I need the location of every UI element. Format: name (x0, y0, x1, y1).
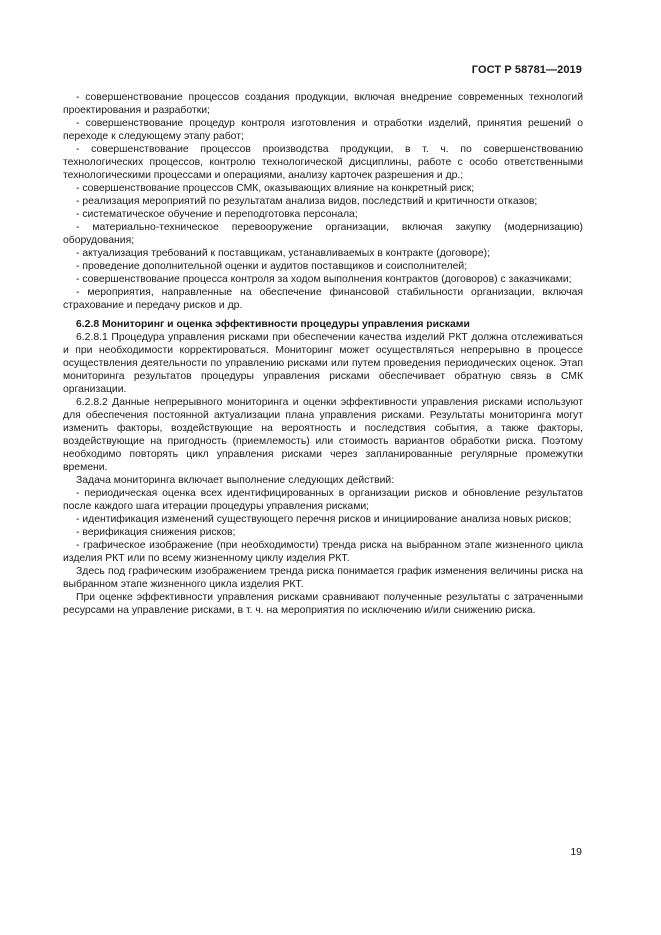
list-item: - совершенствование процедур контроля изготовления и отработки изделий, принятия решений о переходе к следующему этапу работ; (63, 118, 583, 142)
list-item: - систематическое обучение и переподготовка персонала; (76, 209, 358, 220)
paragraph: 6.2.8.2 Данные непрерывного мониторинга и оценки эффективности управления рисками используют для обеспечения постоянной актуализации плана управления рисками. Результаты мониторинга могут изменить факторы, воздействующие на вероятность и последствия события, а также факторы, воздействующие на пригодность (приемлемость) или стоимость вариантов обработки риска. Поэтому необходимо повторять цикл управления рисками через запланированные регулярные промежутки времени. (63, 397, 583, 473)
list-item: - совершенствование процессов СМК, оказывающих влияние на конкретный риск; (76, 183, 475, 194)
list-item: - графическое изображение (при необходимости) тренда риска на выбранном этапе жизненного цикла изделия РКТ или по всему жизненному циклу изделия РКТ. (63, 540, 583, 564)
list-item: - совершенствование процессов производства продукции, в т. ч. по совершенствованию технологических процессов, контролю технологической дисциплины, работе с особо ответственными технологическими процессами и операциями, анализу карточек разрешения и др.; (63, 144, 583, 181)
document-body (63, 91, 583, 617)
document-header: ГОСТ Р 58781—2019 (471, 64, 582, 76)
list-item: - периодическая оценка всех идентифицированных в организации рисков и обновление результатов после каждого шага итерации процедуры управления рисками; (63, 488, 583, 512)
list-item: - актуализация требований к поставщикам, устанавливаемых в контракте (договоре); (76, 248, 490, 259)
page-number: 19 (570, 846, 582, 858)
list-item: - проведение дополнительной оценки и аудитов поставщиков и соисполнителей; (76, 261, 468, 272)
list-item: - совершенствование процесса контроля за ходом выполнения контрактов (договоров) с заказчиками; (76, 274, 572, 285)
paragraph: 6.2.8.1 Процедура управления рисками при обеспечении качества изделий РКТ должна отслеживаться и при необходимости корректироваться. Мониторинг может осуществляться непрерывно в процессе осуществления деятельности по управлению рисками или путем проведения периодических оценок. Этап мониторинга результатов процедуры управления рисками обеспечивает обратную связь в СМК организации. (63, 332, 583, 395)
list-item: - материально-техническое перевооружение организации, включая закупку (модернизацию) оборудования; (63, 222, 583, 246)
section-heading: 6.2.8 Мониторинг и оценка эффективности процедуры управления рисками (76, 319, 470, 330)
list-item: - реализация мероприятий по результатам анализа видов, последствий и критичности отказов; (76, 196, 538, 207)
paragraph: При оценке эффективности управления рисками сравнивают полученные результаты с затраченными ресурсами на управление рисками, в т. ч. на мероприятия по исключению и/или снижению риска. (63, 592, 583, 616)
paragraph: Здесь под графическим изображением тренда риска понимается график изменения величины риска на выбранном этапе жизненного цикла изделия РКТ. (63, 566, 583, 590)
list-item: - верификация снижения рисков; (76, 527, 236, 538)
list-item: - идентификация изменений существующего перечня рисков и инициирование анализа новых рисков; (76, 514, 572, 525)
list-item: - мероприятия, направленные на обеспечение финансовой стабильности организации, включая страхование и передачу рисков и др. (63, 287, 583, 311)
paragraph: Задача мониторинга включает выполнение следующих действий: (76, 475, 395, 486)
list-item: - совершенствование процессов создания продукции, включая внедрение современных технологий проектирования и разработки; (63, 92, 583, 116)
